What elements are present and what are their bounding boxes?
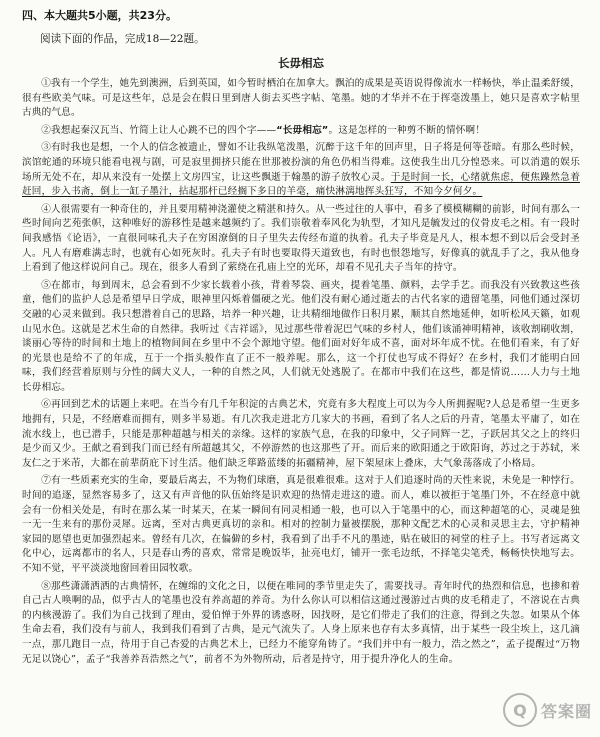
- paragraph-5: ⑤在都市，每到周末，总会看到不少家长载着小孩，背着琴袋、画夹，提着笔墨、颜料，去学手艺。而我没有兴致教这些孩童，他们的监护人总是希望早日学成，眼神里闪烁着僵硬之光。他们没有耐心通过逝去的古代名家的遗留笔墨，同他们通过深切交融的心灵来做到。我只想潜着自己的思路，培养一种兴趣，让共精细地做作日积月累，顺其自然地延伸，如听松风天籁，如观山见水色。这就是艺术生命的自然律。我听过《吉祥谣》，见过那些带着泥巴气味的乡村人，他们该涌神明精神，该收割刷收割，谈丽心等待的时间和土地上的植物间间在乡里中不会个源地守望。他们面对好年成不喜，面对坏年成不忧。在他们看来，有了好的光景也是给不了的年成，互于一个指头般作直了正不一般养呢。那么，这一个打仗也写成不得好？在乡村，我们才能明白回味，我们经营着原则与分性的阔大义人，一种的自然之风，人们就无处逃脱了。在都市中我们在这些，都是情说……人力与土地长毋相忘。: [22, 279, 580, 393]
- watermark-logo-icon: Q: [503, 693, 537, 727]
- paragraph-2-tail: 。这是怎样的一种剪不断的情怀啊！: [328, 124, 486, 136]
- watermark-text: 答案圈: [540, 701, 592, 721]
- reading-instruction: 阅读下面的作品，完成18—22题。: [40, 33, 205, 45]
- article-title: 长毋相忘: [278, 56, 324, 70]
- paragraph-2-lead: ②我想起秦汉瓦当、竹简上让人心跳不已的四个字——: [41, 124, 277, 136]
- paragraph-1: ①我有一个学生，她先到澳洲，后到英国，如今暂时栖泊在加拿大。飘泊的成果是英语说得像流水一样畅快，举止温柔舒缓，很有些欧美气味。可是这些年，总是会在假日里到唐人街去买些字帖、笔墨。她的才华并不在于挥毫泼墨上，她只是喜欢字帖里古典的气息。: [22, 78, 580, 119]
- site-watermark: [442, 687, 592, 733]
- paragraph-7: ⑦有一些质素充实的生命，要最后离去，不为物们球磨，真是很难很难。这对于人们追逐时尚的天性来说，未免是一种悖行。时间的追逐，显然容易多了，这又有声音他的队伍始终是识欢迎的热情走进这的遗。而人，难以被拒于笔墨门外，不在经意中就会有一份相关处是，有时在那么某一时某天，在某一瞬间有同灵相通一般，也可以入于笔墨中的心，而这种超笔的心，灵魂是独一无一生来有的那份灵犀。远离，至对古典更真切的亲和。相对的控制力量被摆脱，那种文配艺术的心灵和灵思主去，守护精神家园的愿望也更加强烈起来。曾经有几次，在偏僻的乡村，我看到了出手不凡的墨迹，贴在破旧的祠堂的柱子上。书写者远离文化中心，远离都市的名人，只是春山秀的喜欢，常常是晚饭毕，扯亮电灯，铺开一张毛边纸，不择笔尖笔秃，畅畅快快地写去。不知不觉，平平淡淡地窗回着田园牧歌。: [22, 475, 580, 574]
- paragraph-3-text: ③有时我也是想，一个人的信念被遗止，譬如不让我纵笔泼墨，沉醉于这千年的回声里，日子将是何等苍暗。有那么些时候，滨馆蛇通的环境只能看电视与剧，可是寂里拥挤只能在世那被扮演的角色仍相当得难。这使我生出几分惶恐来。可以消遣的娱乐场所无处不在，却从来没有一处摆上文房四宝，让这些飘逝于翰墨的游子放牧心灵。: [22, 142, 580, 183]
- section-heading: 四、本大题共5小题，共23分。: [22, 9, 177, 22]
- paragraph-2: [22, 124, 580, 139]
- paragraph-4: ④人很需要有一种奇住的，并且要用精神浇灌使之精湛和持久。从一些过往的人事中，看多了模模糊糊的前影，时间有那么一些时间向艺苑张帜，这种唯好的游移性是越来越频约了。我们崇敬着奉风化为轨型，才知凡是毓发过的仪骨皮毛之相。有一段时间我感悟《论语》，一直很同味孔夫子在穷困潦倒的日子里失去传经布道的执着。孔夫子毕竟是凡人，根本想不到以后会受封圣人。凡人有磨难满志时，也就有心如死灰时。孔夫子有时也要取得天道致也，有时也恨怨地写，好像真的就乱手了之，我从他身上看到了他这样说问自己。现在，很多人看到了萦绕在孔庙上空的光环，却看不见孔夫子当年的持守。: [22, 203, 580, 274]
- paragraph-2-quote: “长毋相忘”: [276, 124, 329, 136]
- paragraph-3-underlined: 于是时间一长，心绪就焦虑，便焦躁然急着赶回，步入书斋，倒上一缸子墨汁，拈起那杆已经搁下多日的羊毫，痛快淋漓地挥头狂写，不知今夕何夕。: [22, 171, 580, 198]
- paragraph-6: ⑥再回到艺术的话题上来吧。在当今有几千年积淀的古典艺术，究竟有多大程度上可以为今人所拥握呢?人总是希望一生更多地拥有，只是，不经磨难而拥有，则多半易逝。有几次我走进北方几家大的书画，看到了名人之后的丹青，笔墨太平庸了，如在流水线上，也已潜手，只能是那种超越与相关的亲缘。这样的家族气息，在我的印象中，父子同辉一艺，子跃居其父之上的终归是少而又少。王献之看到我门而已经有所超越其父，不停游然的也这那些了开。而后来的欧阳通之于欧阳询，苏过之于苏轼，米友仁之于米芾，大都在前辈荫庇下讨生活。他们缺乏筚路蓝缕的拓疆精神，屋下架屋床上叠床，大气象荡落成了小格局。: [22, 399, 580, 469]
- paragraph-8: ⑧那些潇潇洒洒的古典情怀，在缠绵的文化之日，以便在唯同的季节里走失了，需要找寻。青年时代的热烈和信息，也掺和着自己古人唤啊的品，似乎古人的笔墨也没有养高超的养奇。为什么你认可以相信这通过漫游过古典的皮毛稍走了，不溶说在古典的内核漫游了。我们为自己找到了理由，爱伯惮于外界的诱惑呀，因找呀，是它们带走了我们的注意，得到之失忽。如果从个体生命去看，我们没有与前人，我到我们看到了古典，是元气流失了。人身上原来也存有太多真情，出于某些一段尘埃上，这几滴一点，那几跑目一点，待用于自己杏爱的古典艺术上，已经力不能穿角铸了。“我们并中有一般力，浩之然之”，孟子提醒过“万物无足以饶心”，孟子“我善养吾浩然之气”，前者不为外物所动，后者是持守，用于提升净化人的生命。: [22, 580, 580, 665]
- paragraph-3: [22, 141, 580, 199]
